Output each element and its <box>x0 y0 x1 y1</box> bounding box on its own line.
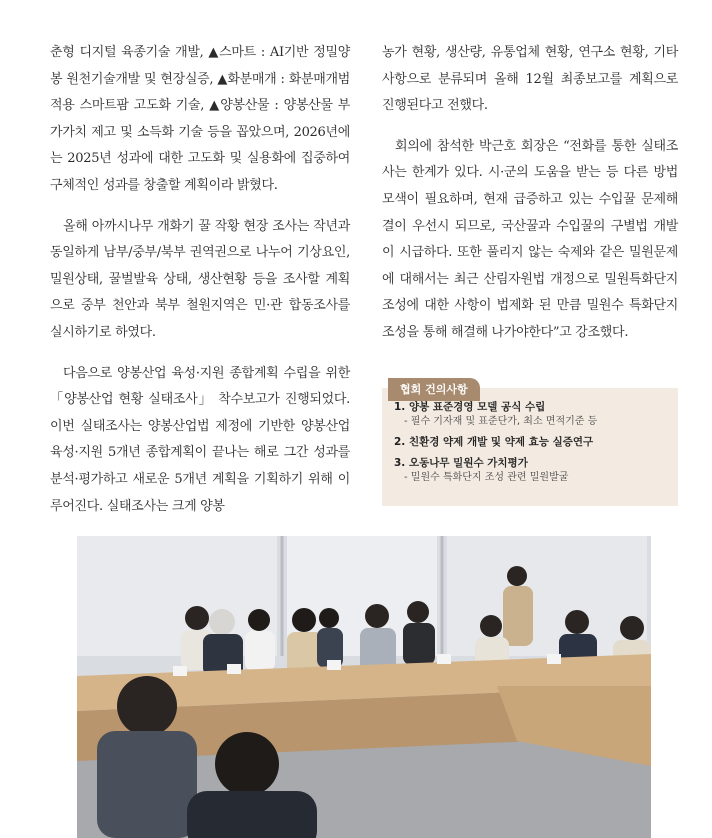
left-paragraph-3: 다음으로 양봉산업 육성·지원 종합계획 수립을 위한 「양봉산업 현황 실태조사」 착수보고가 진행되었다. 이번 실태조사는 양봉산업법 제정에 기반한 양봉산업 육성·지원 5개년 종합계획이 끝나는 해로 그간 성과를 분석·평가하고 새로운 5개년 계획을 기획하기 위해 이루어진다. 실태조사는 크게 양봉 <box>50 365 350 514</box>
suggestion-box-title: 협회 건의사항 <box>388 378 480 401</box>
meeting-illustration <box>77 536 651 838</box>
suggestion-item-3 <box>394 456 668 485</box>
right-paragraph-1: 농가 현황, 생산량, 유통업체 현황, 연구소 현황, 기타사항으로 분류되며 올해 12월 최종보고를 계획으로 진행된다고 전했다. <box>382 45 678 114</box>
suggestion-list <box>394 400 668 491</box>
suggestion-item-detail: - 필수 기자재 및 표준단가, 최소 면적기준 등 <box>404 416 598 427</box>
left-paragraph-1: 춘형 디지털 육종기술 개발, ▲스마트 : AI기반 정밀양봉 원천기술개발 및 현장실증, ▲화분매개 : 화분매개범 적용 스마트팜 고도화 기술, ▲양봉산물 : 양봉산물 부가가치 제고 및 소득화 기술 등을 꼽았으며, 2026년에는 2025년 성과에 대한 고도화 및 실용화에 집중하여 구체적인 성과를 창출할 계획이라 밝혔다. <box>50 45 350 193</box>
suggestion-item-1 <box>394 400 668 429</box>
suggestion-item-title: 2. 친환경 약제 개발 및 약제 효능 실증연구 <box>394 436 594 448</box>
suggestion-item-title: 3. 오동나무 밀원수 가치평가 <box>394 457 528 469</box>
left-paragraph-2: 올해 아까시나무 개화기 꿀 작황 현장 조사는 작년과 동일하게 남부/중부/북부 권역권으로 나누어 기상요인, 밀원상태, 꿀벌발육 상태, 생산현황 등을 조사할 계획으로 중부 천안과 북부 철원지역은 민·관 합동조사를 실시하기로 하였다. <box>50 218 350 340</box>
window-right <box>447 536 647 656</box>
suggestion-item-detail: - 밀원수 특화단지 조성 관련 밀원발굴 <box>404 472 569 483</box>
suggestion-item-title: 1. 양봉 표준경영 모델 공식 수립 <box>394 401 546 413</box>
meeting-photo <box>77 536 651 838</box>
right-paragraph-2: 회의에 참석한 박근호 회장은 “전화를 통한 실태조사는 한계가 있다. 시·군의 도움을 받는 등 다른 방법 모색이 필요하며, 현재 급증하고 있는 수입꿀 문제해결이 우선시 되므로, 국산꿀과 수입꿀의 구별법 개발이 시급하다. 또한 풀리지 않는 숙제와 같은 밀원문제에 대해서는 최근 산림자원법 개정으로 밀원특화단지 조성에 대한 사항이 법제화 된 만큼 밀원수 특화단지 조성을 통해 해결해 나가야한다”고 강조했다. <box>382 138 678 340</box>
left-column <box>50 40 350 534</box>
suggestion-box <box>382 383 678 506</box>
right-column <box>382 40 678 361</box>
suggestion-item-2 <box>394 435 668 450</box>
